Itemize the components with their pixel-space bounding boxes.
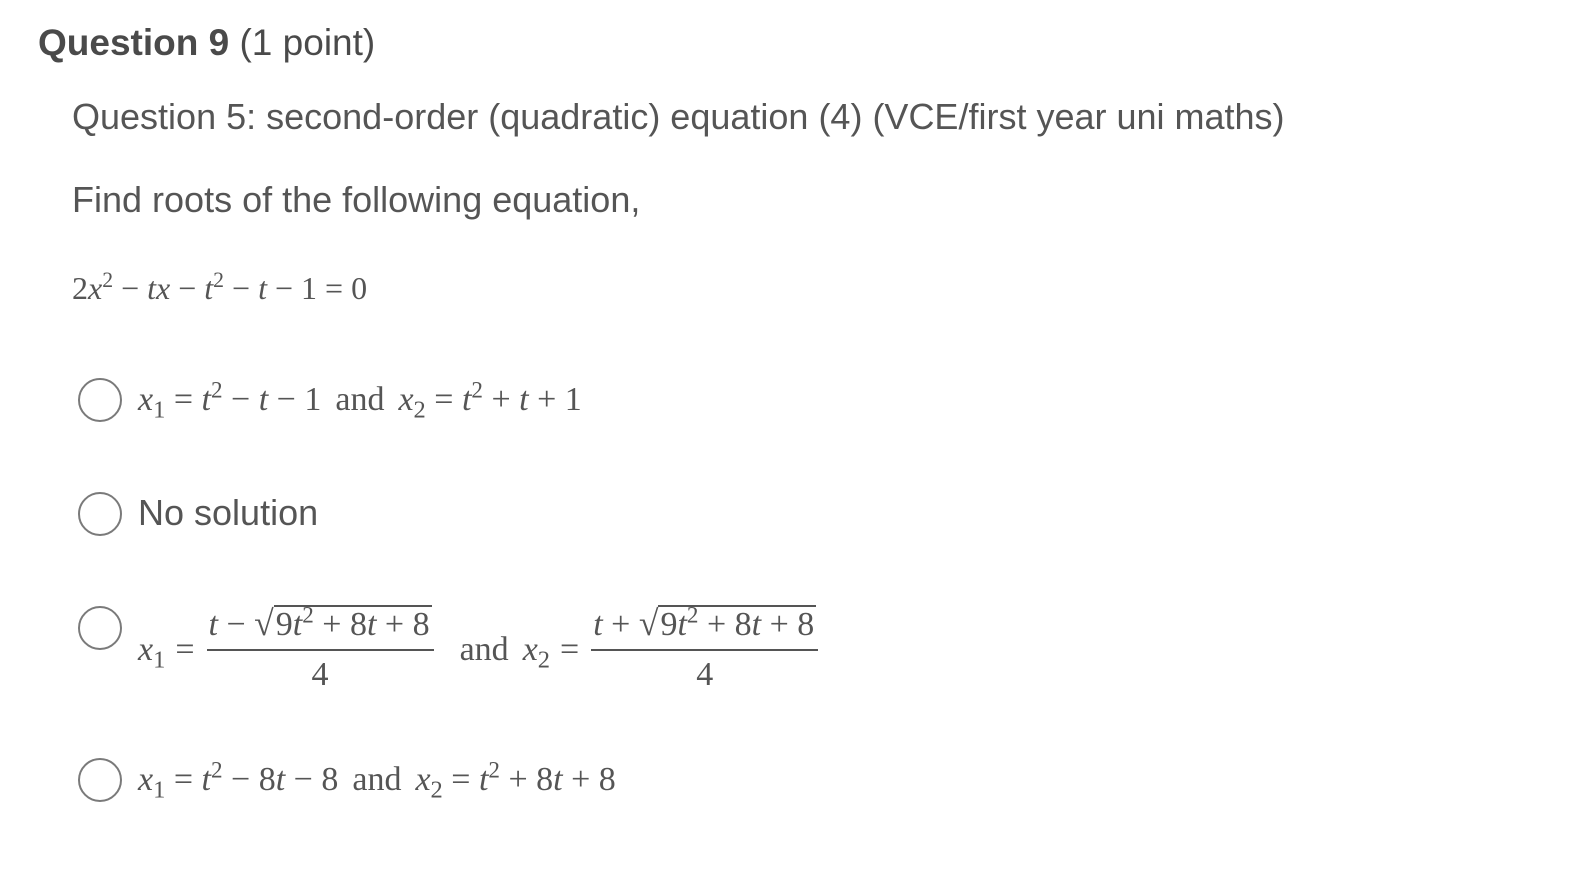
radicand: [658, 602, 816, 643]
sqrt: [254, 603, 431, 643]
op: + 8: [376, 606, 430, 643]
eq-op: −: [224, 270, 259, 306]
option-4-label: [138, 754, 616, 806]
op: − 1: [268, 381, 322, 418]
question-header: [38, 20, 375, 66]
op: =: [442, 761, 479, 798]
exp: 2: [488, 757, 500, 784]
exp: 2: [471, 377, 483, 404]
eq-op: −: [113, 270, 148, 306]
var-x: x: [138, 761, 154, 798]
equals-sign: =: [175, 631, 195, 668]
var-x: x: [415, 761, 431, 798]
numerator-1: [207, 603, 434, 651]
fraction-2: [591, 603, 818, 697]
op: + 8: [562, 761, 616, 798]
eq-var-t: t: [147, 270, 157, 306]
eq-exp: 2: [213, 268, 225, 293]
var-t: t: [677, 606, 687, 643]
radio-unselected-icon[interactable]: [78, 606, 122, 650]
eq-var-t: t: [204, 270, 214, 306]
eq-var-t: t: [258, 270, 267, 306]
option-3-label: [138, 600, 830, 700]
var-t: t: [553, 761, 563, 798]
question-points: (1 point): [239, 22, 376, 63]
exp: 2: [302, 602, 314, 629]
sqrt-icon: √: [254, 603, 274, 643]
var-x: x: [398, 381, 414, 418]
radicand: [274, 602, 432, 643]
subscript: 2: [430, 776, 443, 804]
op: =: [165, 381, 202, 418]
op: +: [602, 606, 639, 643]
subscript: 2: [537, 646, 551, 674]
eq-tail: − 1 = 0: [266, 270, 368, 306]
op: + 8: [761, 606, 815, 643]
op: + 8: [499, 761, 554, 798]
and-word: and: [459, 631, 509, 668]
exp: 2: [210, 757, 223, 784]
exp: 2: [686, 602, 699, 629]
question-instruction: Find roots of the following equation,: [72, 179, 641, 220]
denominator-2: 4: [696, 656, 714, 693]
eq-var-x: x: [156, 270, 171, 306]
op: −: [222, 381, 259, 418]
op: =: [425, 381, 462, 418]
fraction-1: [207, 603, 434, 697]
eq-var-x: x: [88, 270, 103, 306]
op: +: [482, 381, 520, 418]
op: + 1: [528, 381, 582, 418]
eq-exp: 2: [102, 268, 114, 293]
radio-unselected-icon[interactable]: [78, 378, 122, 422]
coef: 9: [660, 606, 678, 643]
var-t: t: [461, 381, 472, 418]
op: =: [165, 761, 202, 798]
equals-sign: =: [560, 631, 580, 668]
var-t: t: [593, 606, 603, 643]
sqrt-icon: √: [638, 603, 659, 643]
subscript: 1: [153, 776, 166, 804]
radio-unselected-icon[interactable]: [78, 492, 122, 536]
op: − 8: [222, 761, 276, 798]
var-x: x: [138, 631, 154, 668]
op: −: [217, 606, 255, 643]
var-x: x: [138, 381, 154, 418]
var-t: t: [258, 381, 269, 418]
and-word: and: [335, 381, 385, 418]
subscript: 2: [413, 396, 426, 424]
var-t: t: [208, 606, 218, 643]
var-t: t: [201, 761, 211, 798]
op: − 8: [285, 761, 339, 798]
question-number: Question 9: [38, 22, 230, 63]
var-t: t: [478, 761, 489, 798]
option-1-label: [138, 374, 582, 426]
question-title: Question 5: second-order (quadratic) equation (4) (VCE/first year uni maths): [72, 96, 1285, 137]
exp: 2: [210, 377, 223, 404]
var-t: t: [275, 761, 286, 798]
var-x: x: [522, 631, 538, 668]
op: + 8: [313, 606, 367, 643]
radio-unselected-icon[interactable]: [78, 758, 122, 802]
and-word: and: [352, 761, 402, 798]
subscript: 1: [153, 646, 166, 674]
var-t: t: [366, 606, 377, 643]
var-t: t: [519, 381, 529, 418]
eq-coef: 2: [72, 270, 88, 306]
var-t: t: [292, 606, 303, 643]
eq-op: −: [170, 270, 205, 306]
var-t: t: [751, 606, 762, 643]
op: + 8: [698, 606, 752, 643]
subscript: 1: [153, 396, 166, 424]
question-equation: [72, 266, 367, 310]
lhs-x2: [522, 631, 560, 674]
lhs-x1: [138, 631, 175, 674]
sqrt: [639, 603, 816, 643]
var-t: t: [201, 381, 211, 418]
denominator-1: 4: [311, 656, 329, 693]
option-2-label: No solution: [138, 492, 319, 533]
coef: 9: [275, 606, 293, 643]
numerator-2: [591, 603, 818, 651]
